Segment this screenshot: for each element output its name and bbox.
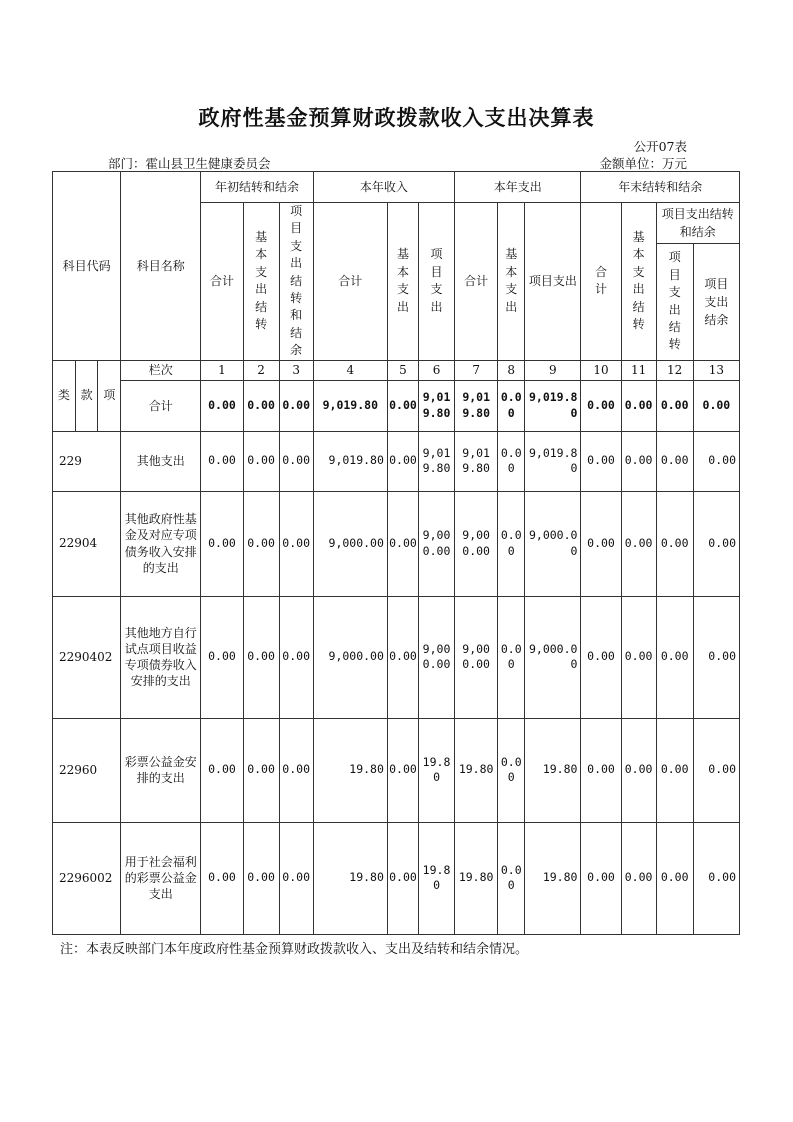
col-number: 6 — [418, 360, 454, 380]
subject-code: 22904 — [53, 491, 121, 596]
col-number: 9 — [525, 360, 581, 380]
budget-table-body — [52, 431, 740, 935]
amount-cell: 0.00 — [387, 431, 418, 491]
amount-cell: 0.00 — [279, 822, 313, 934]
total-value: 9,019.80 — [313, 380, 387, 431]
amount-cell: 0.00 — [498, 431, 525, 491]
amount-cell: 0.00 — [656, 596, 693, 718]
subject-code: 2296002 — [53, 822, 121, 934]
amount-cell: 0.00 — [621, 718, 656, 822]
amount-cell: 0.00 — [201, 718, 243, 822]
amount-cell: 0.00 — [656, 491, 693, 596]
amount-cell: 0.00 — [387, 491, 418, 596]
table-row — [53, 822, 740, 934]
amount-cell: 0.00 — [201, 596, 243, 718]
amount-cell: 0.00 — [498, 596, 525, 718]
amount-cell: 9,000.00 — [418, 596, 454, 718]
col-number: 8 — [498, 360, 525, 380]
header-expense-basic: 基本支出 — [498, 203, 525, 361]
amount-cell: 0.00 — [201, 822, 243, 934]
col-number: 12 — [656, 360, 693, 380]
subject-name: 其他政府性基金及对应专项债务收入安排的支出 — [121, 491, 201, 596]
amount-cell: 0.00 — [581, 491, 621, 596]
total-value: 9,019.80 — [525, 380, 581, 431]
header-income-basic: 基本支出 — [387, 203, 418, 361]
amount-cell: 0.00 — [621, 431, 656, 491]
amount-cell: 0.00 — [243, 822, 279, 934]
amount-cell: 0.00 — [581, 431, 621, 491]
header-end-total: 合计 — [581, 203, 621, 361]
amount-cell: 9,019.80 — [418, 431, 454, 491]
amount-cell: 0.00 — [498, 491, 525, 596]
amount-cell: 19.80 — [455, 718, 498, 822]
subject-name: 其他支出 — [121, 431, 201, 491]
total-value: 0.00 — [621, 380, 656, 431]
amount-cell: 0.00 — [656, 431, 693, 491]
total-value: 0.00 — [387, 380, 418, 431]
header-subject-name: 科目名称 — [121, 172, 201, 361]
amount-cell: 9,000.00 — [313, 491, 387, 596]
amount-cell: 0.00 — [621, 822, 656, 934]
header-end-project-surplus: 项目支出结余 — [693, 243, 739, 360]
subject-code: 229 — [53, 431, 121, 491]
amount-cell: 0.00 — [693, 718, 739, 822]
amount-cell: 19.80 — [313, 822, 387, 934]
page-title: 政府性基金预算财政拨款收入支出决算表 — [198, 105, 595, 130]
amount-cell: 9,000.00 — [525, 596, 581, 718]
col-number: 7 — [455, 360, 498, 380]
header-kuan: 款 — [76, 361, 99, 431]
amount-cell: 19.80 — [455, 822, 498, 934]
header-group-begin: 年初结转和结余 — [201, 172, 313, 203]
amount-cell: 0.00 — [621, 491, 656, 596]
footnote: 注：本表反映部门本年度政府性基金预算财政拨款收入、支出及结转和结余情况。 — [60, 941, 529, 957]
header-income-total: 合计 — [313, 203, 387, 361]
total-value: 9,019.80 — [418, 380, 454, 431]
header-end-project-carry: 项目支出结转 — [656, 243, 693, 360]
header-column-index: 栏次 — [121, 360, 201, 380]
amount-cell: 0.00 — [279, 431, 313, 491]
amount-cell: 0.00 — [498, 718, 525, 822]
total-row — [53, 380, 740, 431]
amount-cell: 0.00 — [279, 491, 313, 596]
budget-table — [52, 171, 740, 432]
amount-cell: 0.00 — [243, 596, 279, 718]
amount-cell: 0.00 — [693, 431, 739, 491]
total-label: 合计 — [121, 380, 201, 431]
header-begin-basic: 基本支出结转 — [243, 203, 279, 361]
header-group-income: 本年收入 — [313, 172, 454, 203]
table-row — [53, 596, 740, 718]
header-xiang: 项 — [103, 388, 116, 403]
total-value: 9,019.80 — [455, 380, 498, 431]
department-label: 部门：霍山县卫生健康委员会 — [108, 156, 271, 171]
amount-cell: 0.00 — [201, 491, 243, 596]
amount-cell: 0.00 — [656, 822, 693, 934]
amount-cell: 0.00 — [621, 596, 656, 718]
amount-cell: 0.00 — [279, 718, 313, 822]
amount-cell: 0.00 — [243, 491, 279, 596]
subject-name: 用于社会福利的彩票公益金支出 — [121, 822, 201, 934]
subject-name: 彩票公益金安排的支出 — [121, 718, 201, 822]
amount-cell: 0.00 — [693, 596, 739, 718]
col-number: 2 — [243, 360, 279, 380]
total-value: 0.00 — [243, 380, 279, 431]
header-group-end: 年末结转和结余 — [581, 172, 740, 203]
table-row — [53, 718, 740, 822]
subject-code: 2290402 — [53, 596, 121, 718]
amount-cell: 19.80 — [525, 822, 581, 934]
amount-cell: 0.00 — [387, 718, 418, 822]
amount-cell: 0.00 — [387, 596, 418, 718]
amount-cell: 9,000.00 — [418, 491, 454, 596]
amount-cell: 19.80 — [418, 718, 454, 822]
amount-cell: 9,019.80 — [525, 431, 581, 491]
header-expense-project: 项目支出 — [525, 203, 581, 361]
amount-cell: 9,000.00 — [313, 596, 387, 718]
header-begin-project: 项目支出结转和结余 — [279, 203, 313, 361]
total-value: 0.00 — [279, 380, 313, 431]
amount-cell: 0.00 — [693, 491, 739, 596]
amount-cell: 19.80 — [525, 718, 581, 822]
total-value: 0.00 — [498, 380, 525, 431]
col-number: 5 — [387, 360, 418, 380]
amount-cell: 9,019.80 — [313, 431, 387, 491]
subject-name: 其他地方自行试点项目收益专项债券收入安排的支出 — [121, 596, 201, 718]
header-expense-total: 合计 — [455, 203, 498, 361]
amount-cell: 0.00 — [581, 596, 621, 718]
total-value: 0.00 — [581, 380, 621, 431]
col-number: 13 — [693, 360, 739, 380]
amount-cell: 9,019.80 — [455, 431, 498, 491]
col-number: 4 — [313, 360, 387, 380]
col-number: 1 — [201, 360, 243, 380]
amount-cell: 0.00 — [581, 822, 621, 934]
amount-cell: 0.00 — [693, 822, 739, 934]
header-subject-code: 科目代码 — [53, 172, 121, 361]
amount-cell: 0.00 — [279, 596, 313, 718]
lei-kuan-xiang-cell — [53, 360, 121, 431]
amount-cell: 9,000.00 — [455, 491, 498, 596]
amount-cell: 0.00 — [243, 718, 279, 822]
amount-cell: 19.80 — [313, 718, 387, 822]
amount-cell: 9,000.00 — [455, 596, 498, 718]
header-lei: 类 — [53, 361, 76, 431]
header-begin-total: 合计 — [201, 203, 243, 361]
header-income-project: 项目支出 — [418, 203, 454, 361]
col-number: 11 — [621, 360, 656, 380]
header-group-expense: 本年支出 — [455, 172, 581, 203]
amount-cell: 9,000.00 — [525, 491, 581, 596]
table-row — [53, 431, 740, 491]
col-number: 3 — [279, 360, 313, 380]
amount-cell: 0.00 — [498, 822, 525, 934]
col-number: 10 — [581, 360, 621, 380]
header-end-project-group: 项目支出结转和结余 — [656, 203, 739, 244]
amount-cell: 0.00 — [656, 718, 693, 822]
amount-unit-label: 金额单位：万元 — [599, 156, 687, 171]
amount-cell: 0.00 — [387, 822, 418, 934]
amount-cell: 19.80 — [418, 822, 454, 934]
total-value: 0.00 — [201, 380, 243, 431]
total-value: 0.00 — [656, 380, 693, 431]
total-value: 0.00 — [693, 380, 739, 431]
amount-cell: 0.00 — [243, 431, 279, 491]
amount-cell: 0.00 — [581, 718, 621, 822]
subject-code: 22960 — [53, 718, 121, 822]
amount-cell: 0.00 — [201, 431, 243, 491]
form-number: 公开07表 — [633, 139, 687, 154]
table-row — [53, 491, 740, 596]
header-end-basic: 基本支出结转 — [621, 203, 656, 361]
